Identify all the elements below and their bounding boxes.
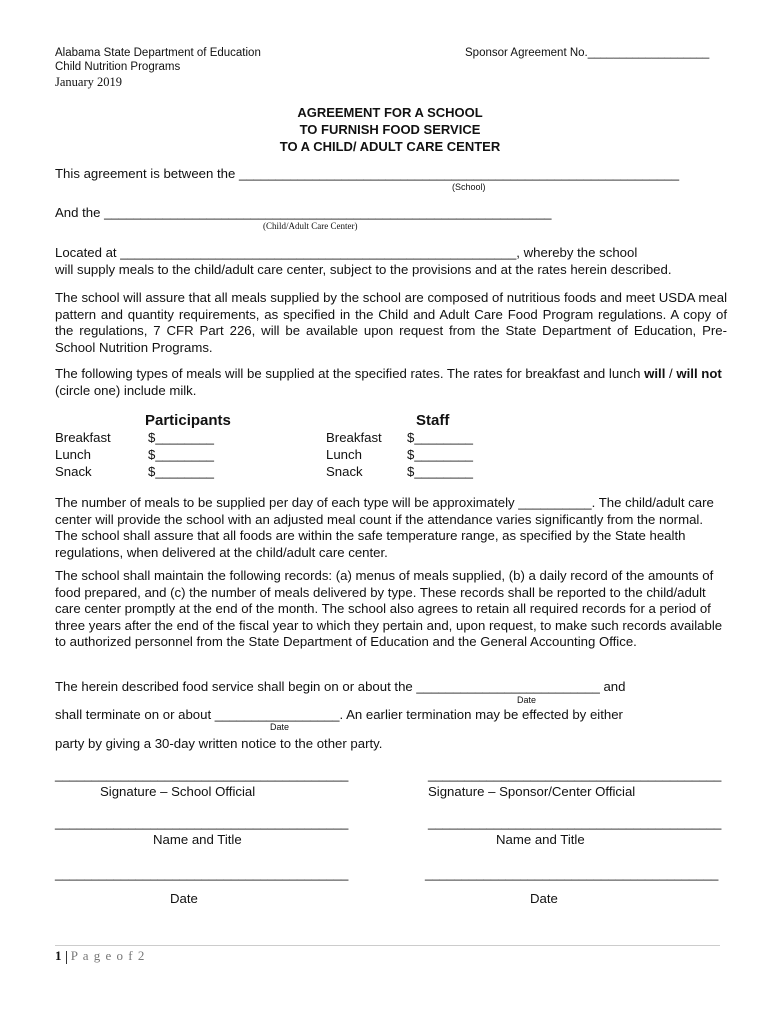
location-field[interactable]: Located at ______________________________________________________, whereby the school [55,245,638,260]
school-date-label: Date [170,891,198,906]
sponsor-name-label: Name and Title [496,832,585,847]
begin-date-caption: Date [517,695,537,705]
participant-breakfast-rate[interactable]: $________ [148,430,215,445]
title-line-3: TO A CHILD/ ADULT CARE CENTER [279,139,501,154]
notice-text: party by giving a 30-day written notice to the other party. [55,736,383,751]
staff-lunch-rate[interactable]: $________ [407,447,474,462]
participants-heading: Participants [145,412,231,429]
sponsor-agreement-number[interactable]: Sponsor Agreement No.___________________ [465,47,710,59]
footer-divider [55,945,720,946]
staff-breakfast-label: Breakfast [326,430,382,445]
meal-types-paragraph [55,366,727,399]
school-signature-line[interactable]: ________________________________________ [55,767,349,782]
document-date: January 2019 [55,75,122,89]
staff-heading: Staff [416,412,450,429]
staff-snack-rate[interactable]: $________ [407,464,474,479]
page-number: 1 [55,948,62,963]
participant-lunch-rate[interactable]: $________ [148,447,215,462]
school-name-label: Name and Title [153,832,242,847]
school-name-line[interactable]: ________________________________________ [55,815,349,830]
title-line-1: AGREEMENT FOR A SCHOOL [297,105,483,120]
org-name: Alabama State Department of Education [55,47,261,59]
title-line-2: TO FURNISH FOOD SERVICE [299,122,481,137]
begin-date-field[interactable]: The herein described food service shall begin on or about the _________________________ and [55,679,626,694]
staff-snack-label: Snack [326,464,363,479]
school-caption: (School) [452,182,486,192]
sponsor-date-label: Date [530,891,558,906]
sponsor-date-line[interactable]: ________________________________________ [425,866,719,881]
center-caption: (Child/Adult Care Center) [263,221,358,231]
participant-breakfast-label: Breakfast [55,430,111,445]
location-description: will supply meals to the child/adult care center, subject to the provisions and at the rates herein described. [55,262,672,277]
school-date-line[interactable]: ________________________________________ [55,866,349,881]
program-name: Child Nutrition Programs [55,61,181,73]
school-signature-label: Signature – School Official [100,784,256,799]
footer-separator [66,951,67,964]
nutrition-paragraph: The school will assure that all meals supplied by the school are composed of nutritious foods and meet USDA meal pattern and quantity requirements, as specified in the Child and Adult Care Food Program regulations. A copy of the regulations, 7 CFR Part 226, will be available upon request from the State Department of Education, Pre-School Nutrition Programs. [55,290,727,355]
meal-count-paragraph: The number of meals to be supplied per day of each type will be approximately __________. The child/adult care center will provide the school with an adjusted meal count if the attendance varies significantly from the normal. The school shall assure that all foods are within the safe temperature range, as specified by the State health regulations, when delivered at the child/adult care center. [55,495,714,560]
page-label: P a g e o f 2 [70,948,146,963]
circle-one-text: (circle one) include milk. [55,382,197,398]
participant-snack-label: Snack [55,464,92,479]
participant-snack-rate[interactable]: $________ [148,464,215,479]
end-date-caption: Date [270,722,290,732]
meal-types-text: The following types of meals will be supplied at the specified rates. The rates for breakfast and lunch [55,366,645,381]
center-field[interactable]: And the _____________________________________________________________ [55,205,552,220]
sponsor-signature-label: Signature – Sponsor/Center Official [428,784,636,799]
staff-breakfast-rate[interactable]: $________ [407,430,474,445]
participant-lunch-label: Lunch [55,447,91,462]
end-date-field[interactable]: shall terminate on or about _________________. An earlier termination may be effected by either [55,707,623,722]
staff-lunch-label: Lunch [326,447,362,462]
will-option[interactable]: will [644,366,666,381]
will-not-option[interactable]: will not [676,366,722,381]
page-footer [55,948,145,964]
sponsor-signature-line[interactable]: ________________________________________ [428,767,722,782]
records-paragraph: The school shall maintain the following records: (a) menus of meals supplied, (b) a daily record of the amounts of food prepared, and (c) the number of meals delivered by type. These records shall be reported to the child/adult care center promptly at the end of the month. The school also agrees to retain all required records for a period of three years after the end of the fiscal year to which they pertain and, upon request, to make such records available to authorized personnel from the State Department of Education and the General Accounting Office. [55,568,723,650]
sponsor-name-line[interactable]: ________________________________________ [428,815,722,830]
option-separator: / [665,366,677,381]
school-field[interactable]: This agreement is between the ____________________________________________________________ [55,166,680,181]
